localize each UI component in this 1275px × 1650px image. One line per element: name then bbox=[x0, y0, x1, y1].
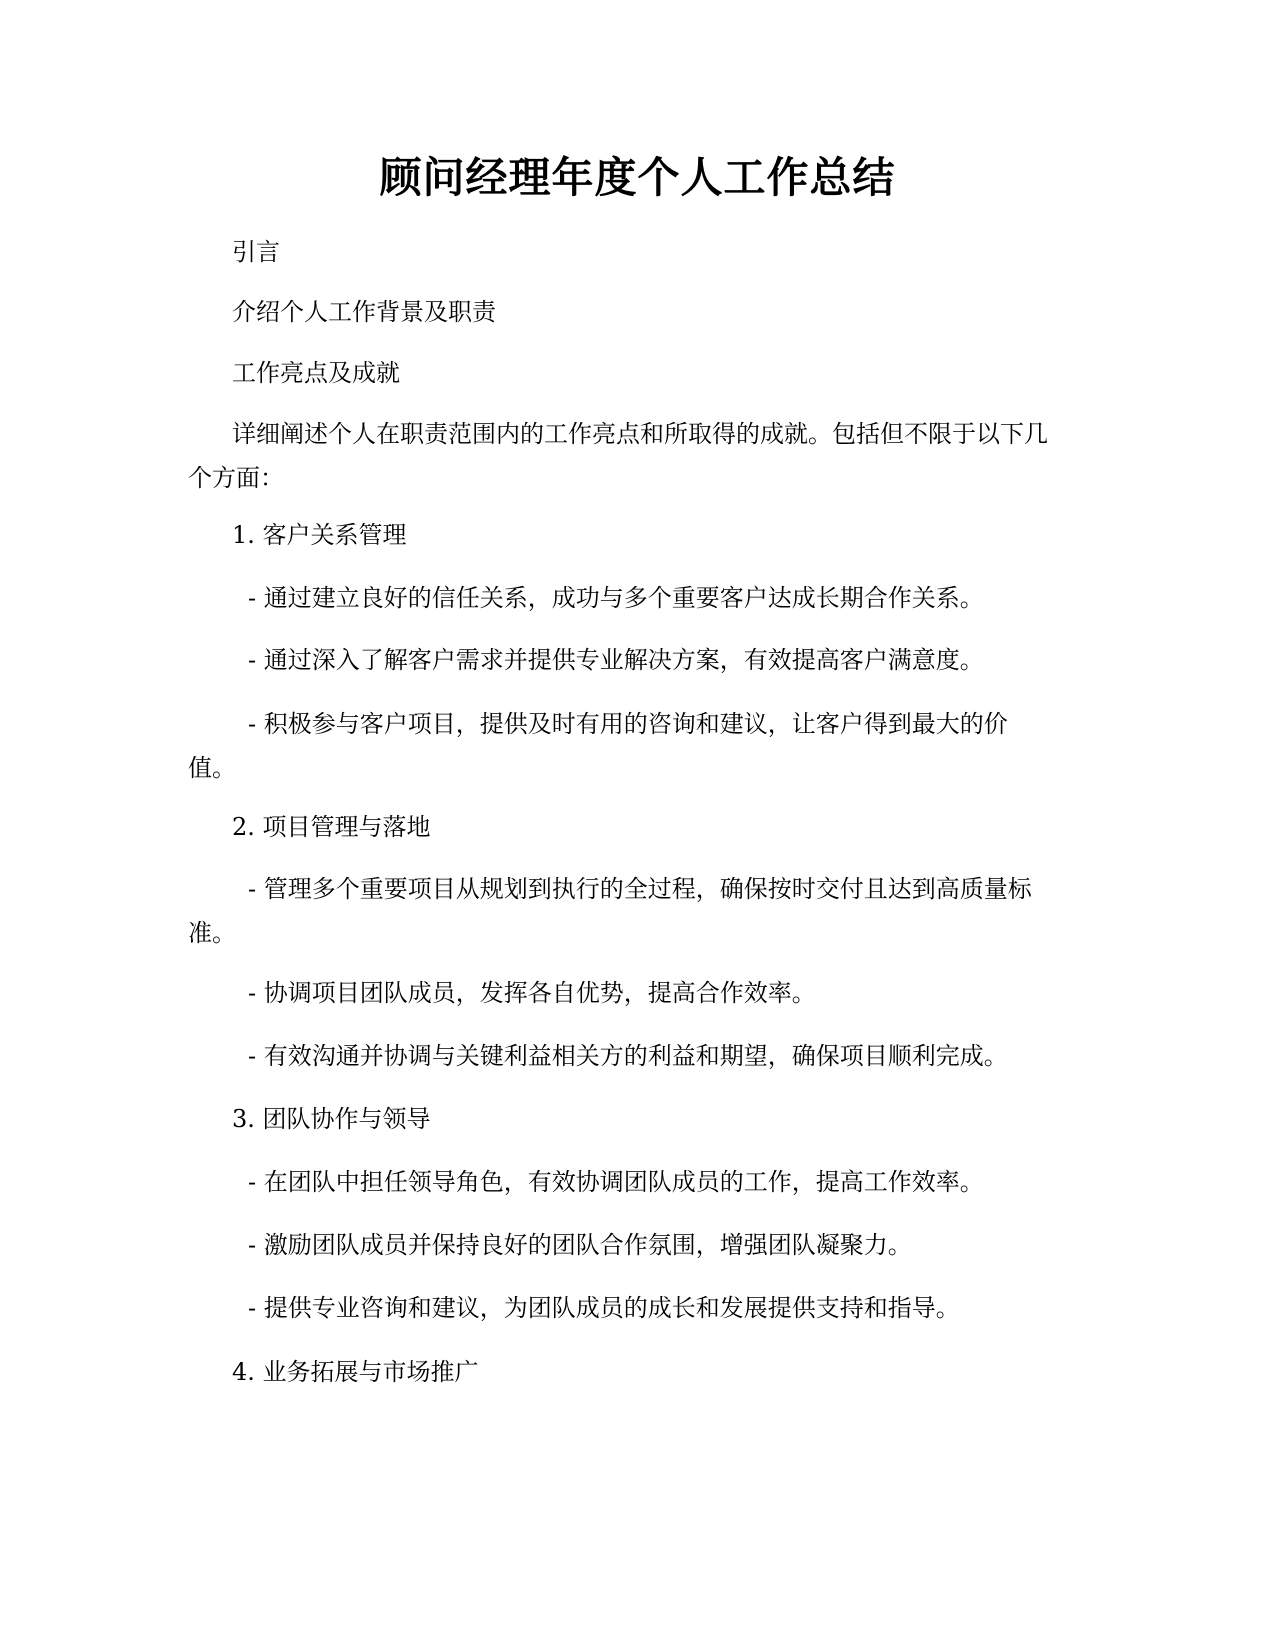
bullet-item bbox=[188, 1034, 1088, 1078]
paragraph-line: 准。 bbox=[188, 919, 236, 947]
paragraph-line: - 协调项目团队成员，发挥各自优势，提高合作效率。 bbox=[248, 979, 816, 1007]
section-heading-client bbox=[188, 513, 1088, 557]
paragraph-line: 引言 bbox=[232, 238, 280, 266]
paragraph-line: - 通过深入了解客户需求并提供专业解决方案，有效提高客户满意度。 bbox=[248, 646, 984, 674]
paragraph-line: - 提供专业咨询和建议，为团队成员的成长和发展提供支持和指导。 bbox=[248, 1294, 960, 1322]
section-heading-team bbox=[188, 1097, 1088, 1141]
paragraph-intro-heading bbox=[188, 230, 1088, 274]
paragraph-line: 工作亮点及成就 bbox=[232, 359, 400, 387]
paragraph-line: 4. 业务拓展与市场推广 bbox=[232, 1358, 479, 1386]
paragraph-line: 2. 项目管理与落地 bbox=[232, 813, 431, 841]
paragraph-line: - 有效沟通并协调与关键利益相关方的利益和期望，确保项目顺利完成。 bbox=[248, 1042, 1008, 1070]
bullet-item bbox=[188, 971, 1088, 1015]
paragraph-highlights-heading bbox=[188, 351, 1088, 395]
bullet-item bbox=[188, 638, 1088, 682]
bullet-item bbox=[188, 1223, 1088, 1267]
section-heading-project bbox=[188, 805, 1088, 849]
paragraph-line: 1. 客户关系管理 bbox=[232, 521, 407, 549]
paragraph-background bbox=[188, 290, 1088, 334]
paragraph-line: 介绍个人工作背景及职责 bbox=[232, 298, 496, 326]
paragraph-line: - 管理多个重要项目从规划到执行的全过程，确保按时交付且达到高质量标 bbox=[248, 875, 1032, 903]
bullet-item bbox=[188, 1160, 1088, 1204]
paragraph-line: - 在团队中担任领导角色，有效协调团队成员的工作，提高工作效率。 bbox=[248, 1168, 984, 1196]
bullet-item bbox=[188, 867, 1088, 955]
document-title: 顾问经理年度个人工作总结 bbox=[379, 153, 896, 202]
paragraph-line: 3. 团队协作与领导 bbox=[232, 1105, 431, 1133]
paragraph-line: 个方面： bbox=[188, 464, 284, 492]
section-heading-business bbox=[188, 1350, 1088, 1394]
paragraph-line: 值。 bbox=[188, 754, 236, 782]
paragraph-line: - 激励团队成员并保持良好的团队合作氛围，增强团队凝聚力。 bbox=[248, 1231, 912, 1259]
bullet-item bbox=[188, 1286, 1088, 1330]
bullet-item bbox=[188, 576, 1088, 620]
paragraph-line: 详细阐述个人在职责范围内的工作亮点和所取得的成就。包括但不限于以下几 bbox=[232, 420, 1048, 448]
paragraph-highlights-detail bbox=[188, 412, 1088, 500]
paragraph-line: - 积极参与客户项目，提供及时有用的咨询和建议，让客户得到最大的价 bbox=[248, 710, 1008, 738]
bullet-item bbox=[188, 702, 1088, 790]
paragraph-line: - 通过建立良好的信任关系，成功与多个重要客户达成长期合作关系。 bbox=[248, 584, 984, 612]
